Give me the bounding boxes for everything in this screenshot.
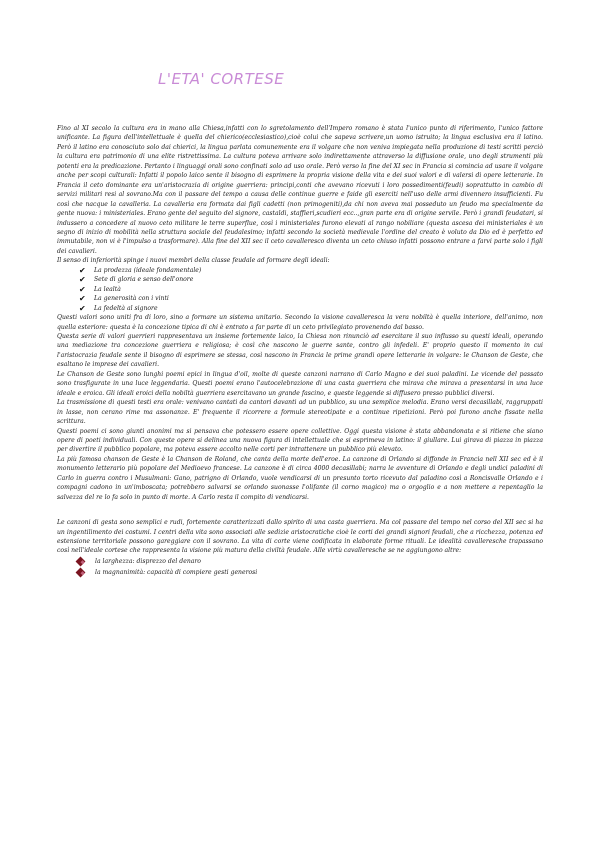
paragraph: Fino al XI secolo la cultura era in mano alla Chiesa,infatti con lo sgretolamento dell'Impero romano è stata l'unico punto di riferimento, l'unico fattore unificante. La figura dell'intellettuale è quella del chierico(ecclesiastico),cioè colui che sapeva scrivere,un uomo istruito; la lingua esclusiva era il latino. Però il latino era conosciuto solo dai chierici, la lingua parlata comunemente era il volgare che non veniva impiegata nella produzione di testi scritti perciò la cultura era patrimonio di una elite ristrettissima. La cultura poteva arrivare solo indirettamente attraverso la diffusione orale, uno degli strumenti più potenti era la predicazione. Pertanto i linguaggi orali sono confinati solo ad uso orale. Però verso la fine del XI sec in Francia si comincia ad usare il volgare anche per scopi culturali: Infatti il popolo laico sente il bisogno di esprimere la propria visione della vita e dei suoi valori e di valersi di opere letterarie. In Francia il ceto dominante era un'aristocrazia di origine guerriera: principi,conti che avevano ricevuti i loro possedimenti(feudi) soprattutto in cambio di servizi militari resi al sovrano.Ma con il passare del tempo a causa delle continue guerre e faide gli eserciti nell'uso delle armi divennero insufficienti. Fu così che nacque la cavalleria. La cavalleria era formata dai figli cadetti (non primogeniti),da chi non aveva mai posseduto un feudo ma specialmente da gente nuova: i ministeriales. Erano gente del seguito del signore, castaldi, staffieri,scudieri ecc..,gran parte era di origine servile. Però i grandi feudatari, si indussero a concedere al nuovo ceto militare le terre superflue, così i ministeriales furono elevati al rango nobiliare (questa ascesa dei ministeriales è un segno di inizio di mobilità nella struttura sociale del feudalesimo; infatti secondo la società medievale l'ordine del creato è voluto da Dio ed è perfetto ed immutabile, non vi è l'impulso a trasformare). Alla fine del XII sec il ceto cavalleresco diventa un ceto chiuso infatti possono entrare a farvi parte solo i figli dei cavalieri. — [57, 125, 543, 255]
paragraph: La più famosa chanson de Geste è la Chanson de Roland, che canta della morte dell'eroe. La canzone di Orlando si diffonde in Francia nell XII sec ed è il monumento letterario più popolare del Medioevo francese. La canzone è di circa 4000 decasillabi; narra le avventure di Orlando e degli undici paladini di Carlo in guerra contro i Musulmani: Gano, patrigno di Orlando, vuole vendicarsi di un presunto torto ricevuto dal paladino così a Roncisvalle Orlando e i compagni cadono in un'imboscata; potrebbero salvarsi se orlando suonasse l'olifante (il corno magico) ma o orgoglio e a non mettere a repentaglio la salvezza del re lo fa solo in punto di morte. A Carlo resta il compito di vendicarsi. — [57, 455, 543, 501]
virtues-list — [57, 556, 543, 578]
list-item: ✔ La generosità con i vinti — [79, 294, 169, 304]
paragraph: Questi poemi ci sono giunti anonimi ma si pensava che potessero essere opere collettive. Oggi questa visione è stata abbandonata e si ritiene che siano opere di poeti individuali. Con queste opere si delinea una nuova figura di intellettuale che si esprimeva in latino: il giullare. Lui girava di piazza in piazza per divertire il pubblico popolare, ma poteva essere accolto nelle corti per intrattenere un pubblico più elevato. — [57, 427, 543, 454]
list-item: la magnanimità: capacità di compiere gesti generosi — [77, 567, 543, 578]
page-title: L'ETA' CORTESE — [158, 70, 285, 88]
list-item: ✔ La prodezza (ideale fondamentale) — [79, 265, 202, 275]
checkmark-icon: ✔ — [79, 303, 86, 313]
list-item: la larghezza: disprezzo del denaro — [77, 556, 543, 567]
list-item: ✔ La lealtà — [79, 284, 121, 294]
ideals-list — [57, 266, 543, 313]
paragraph: Questa serie di valori guerrieri rappresentava un insieme fortemente laico, la Chiesa non rinunciò ad esercitare il suo influsso su questi ideali, operando una mediazione tra concezione guerriera e religiosa; è così che nascono le guerre sante, contro gli infedeli. E' proprio questo il momento in cui l'aristocrazia feudale sente il bisogno di esprimere se stessa, così nascono in Francia le prime grandi opere letterarie in volgare: le Chanson de Geste, che esaltano le imprese dei cavalieri. — [57, 332, 543, 369]
list-item: ✔ La fedeltà al signore — [79, 303, 158, 313]
document-body — [57, 124, 543, 578]
list-item: ✔ Sete di gloria e senso dell'onore — [79, 275, 194, 285]
paragraph: Le canzoni di gesta sono semplici e rudi, fortemente caratterizzati dallo spirito di una casta guerriera. Ma col passare del tempo nel corso del XII sec si ha un ingentilimento dei costumi. I centri della vita sono associati alle sedizie aristocratiche cioè le corti dei grandi signori feudali, che a ricchezza, potenza ed estensione territoriale possono gareggiare con il sovrano. La vita di corte viene codificata in elaborate forme rituali. Le idealità cavalleresche trapassano così nell'ideale cortese che rappresenta la visione più matura della civiltà feudale. Alle virtù cavalleresche se ne aggiungono altre: — [57, 519, 543, 555]
paragraph: La trasmissione di questi testi era orale: venivano cantati da cantori davanti ad un pubblico, su una semplice melodia. Erano versi decasillabi, raggruppati in lasse, non cerano rime ma assonanze. E' frequente il ricorrere a formule stereotipate e a continue ripetizioni. Però poi furono anche fissate nella scrittura. — [57, 399, 543, 426]
paragraph: Le Chanson de Geste sono lunghi poemi epici in lingua d'oil, molte di queste canzoni narrano di Carlo Magno e dei suoi paladini. Le vicende del passato sono trasfigurate in una luce leggendaria. Questi poemi erano l'autocelebrazione di una casta guerriera che mirava che mirava a presentarsi in una luce ideale e eroica. Gli ideali eroici della nobiltà guerriera esercitavano un grande fascino, e queste leggende si diffusero presso pubblici diversi. — [57, 370, 543, 397]
diamond-bullet-icon — [76, 567, 86, 577]
section-spacer — [57, 502, 543, 518]
checkmark-icon: ✔ — [79, 275, 86, 285]
diamond-bullet-icon — [76, 556, 86, 566]
paragraph: Il senso di inferiorità spinge i nuovi membri della classe feudale ad formare degli ideali: — [57, 257, 330, 265]
paragraph: Questi valori sono uniti fra di loro, sino a formare un sistema unitario. Secondo la visione cavalleresca la vera nobiltà è quella interiore, dell'animo, non quella esteriore: questa è la concezione tipica di chi è entrato a far parte di un ceto privilegiato provenendo dal basso. — [57, 314, 543, 331]
checkmark-icon: ✔ — [79, 294, 86, 304]
checkmark-icon: ✔ — [79, 284, 86, 294]
checkmark-icon: ✔ — [79, 265, 86, 275]
